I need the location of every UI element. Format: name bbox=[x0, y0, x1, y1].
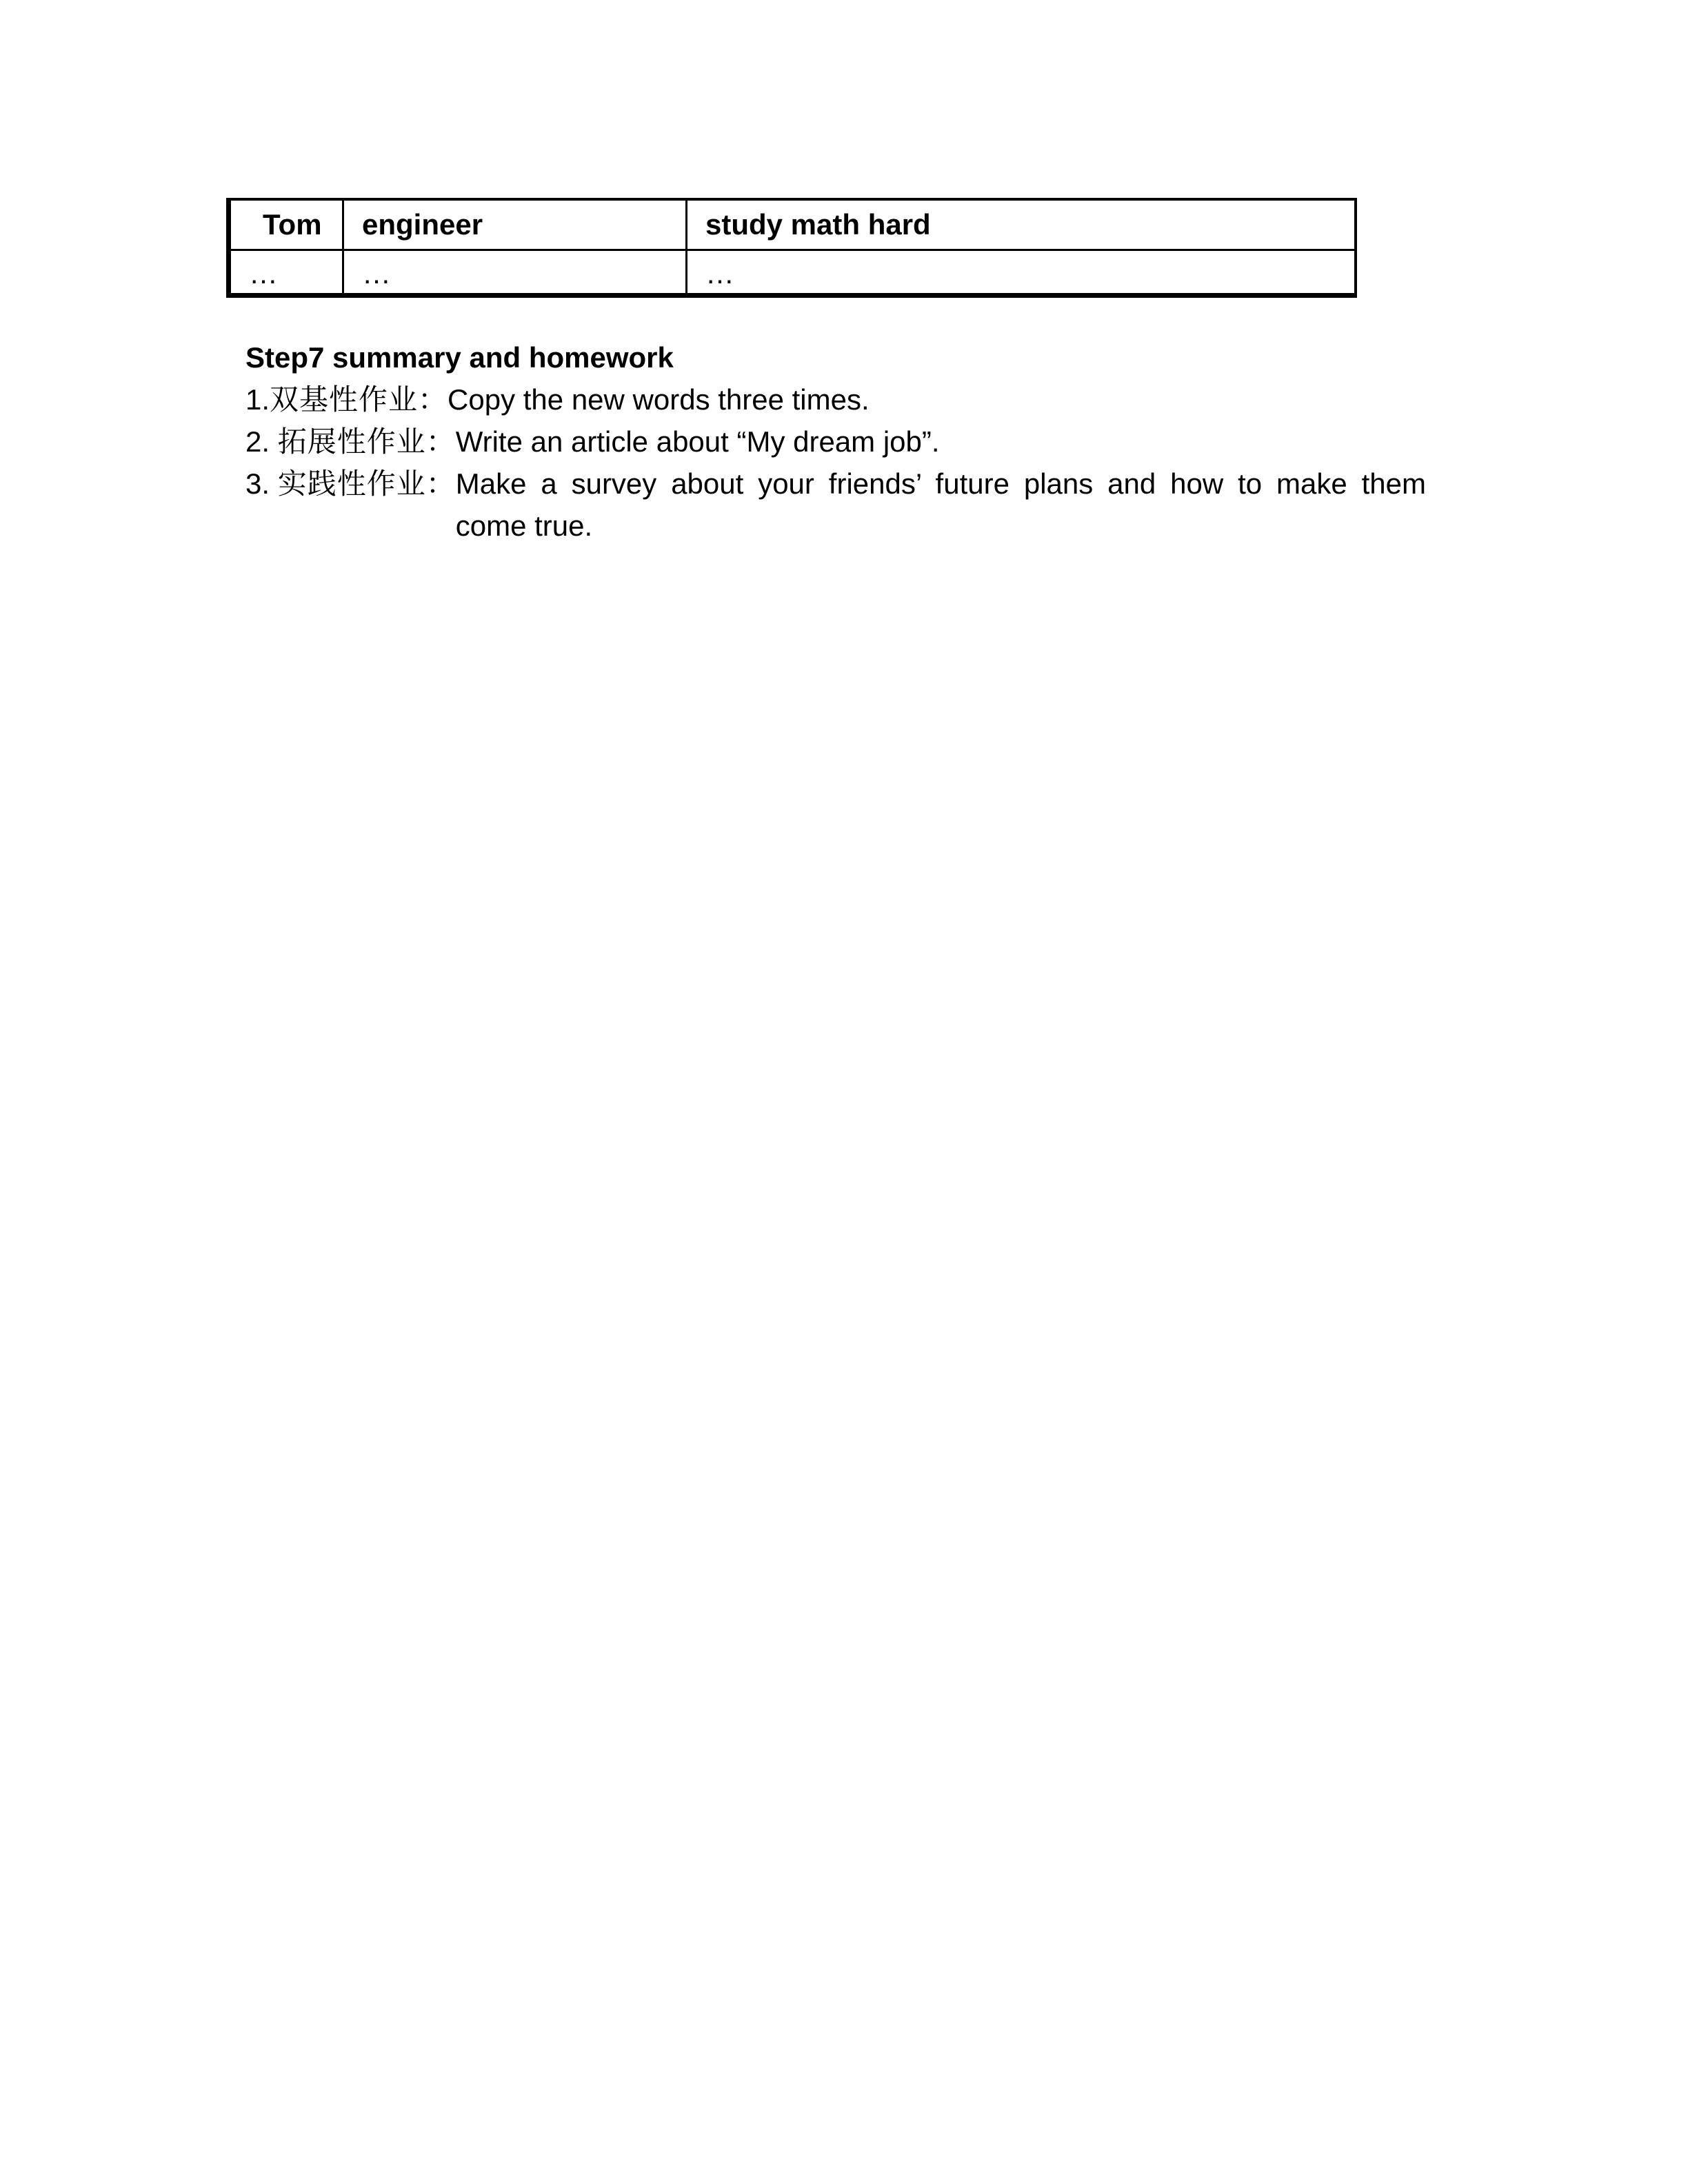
item-number: 2. bbox=[245, 425, 278, 458]
name-cell: … bbox=[229, 250, 343, 296]
homework-item-1 bbox=[245, 378, 1426, 421]
job-cell: engineer bbox=[343, 199, 687, 250]
item-tag: 拓展性作业： bbox=[277, 425, 456, 458]
table-row bbox=[229, 199, 1356, 250]
item-tag: 双基性作业： bbox=[270, 383, 448, 416]
item-text: Write an article about “My dream job”. bbox=[455, 425, 940, 458]
plan-cell: … bbox=[687, 250, 1356, 296]
item-lead bbox=[245, 463, 456, 505]
homework-item-3 bbox=[245, 463, 1426, 547]
item-number: 1. bbox=[245, 383, 270, 416]
homework-heading: Step7 summary and homework bbox=[245, 341, 674, 374]
homework-section bbox=[245, 336, 1426, 547]
item-text: Make a survey about your friends’ future plans and how to make them come true. bbox=[455, 467, 1426, 542]
item-number: 3. bbox=[245, 467, 278, 500]
item-tag: 实践性作业： bbox=[277, 467, 456, 501]
plan-cell: study math hard bbox=[687, 199, 1356, 250]
dream-job-table bbox=[226, 198, 1357, 298]
table-row bbox=[229, 250, 1356, 296]
homework-item-2 bbox=[245, 421, 1426, 463]
name-cell: Tom bbox=[229, 199, 343, 250]
job-cell: … bbox=[343, 250, 687, 296]
item-text: Copy the new words three times. bbox=[448, 383, 870, 416]
